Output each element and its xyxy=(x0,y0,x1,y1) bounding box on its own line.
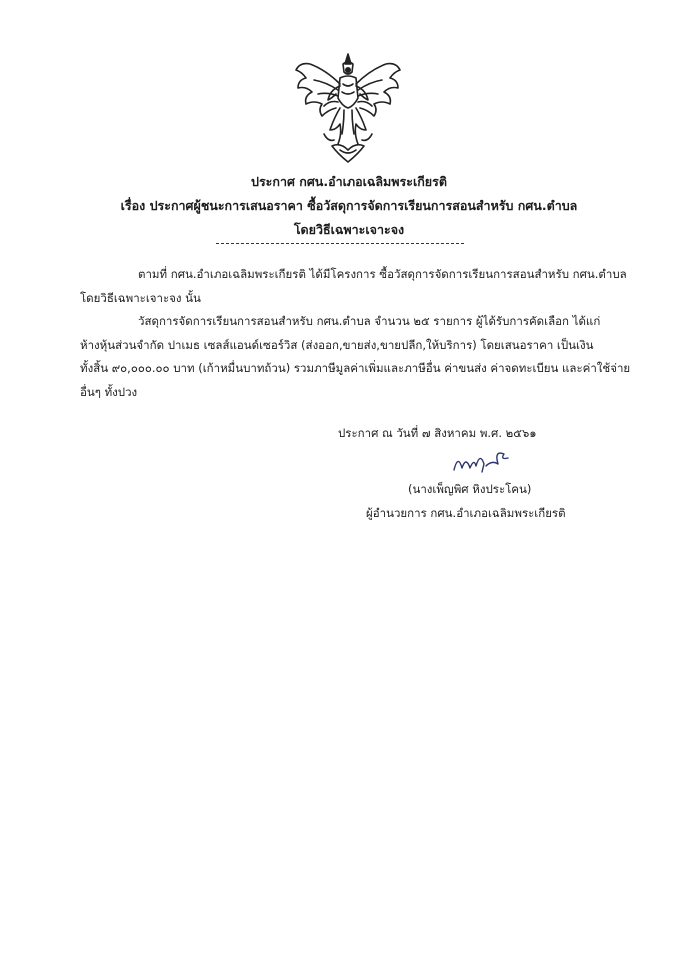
header-divider xyxy=(216,243,464,244)
paragraph-1-line-2: โดยวิธีเฉพาะเจาะจง นั้น xyxy=(80,291,201,305)
signatory-name: (นางเพ็ญพิศ หิงประโคน) xyxy=(408,482,532,496)
handwritten-signature xyxy=(448,444,518,478)
announcement-date: ประกาศ ณ วันที่ ๗ สิงหาคม พ.ศ. ๒๕๖๑ xyxy=(338,426,537,440)
garuda-emblem-icon xyxy=(288,50,408,168)
paragraph-2-line-2: ห้างหุ้นส่วนจำกัด ปาเมธ เซลส์แอนด์เซอร์วิส (ส่งออก,ขายส่ง,ขายปลีก,ให้บริการ) โดยเสนอราคา เป็นเงิน xyxy=(80,338,594,352)
paragraph-2-line-3: ทั้งสิ้น ๙๐,๐๐๐.๐๐ บาท (เก้าหมื่นบาทถ้วน) รวมภาษีมูลค่าเพิ่มและภาษีอื่น ค่าขนส่ง ค่าจดทะเบียน และค่าใช้จ่าย xyxy=(80,361,631,375)
paragraph-2-line-1: วัสดุการจัดการเรียนการสอนสำหรับ กศน.ตำบล จำนวน ๒๕ รายการ ผู้ได้รับการคัดเลือก ได้แก่ xyxy=(138,314,601,328)
signatory-position: ผู้อำนวยการ กศน.อำเภอเฉลิมพระเกียรติ xyxy=(366,506,566,520)
paragraph-1-line-1: ตามที่ กศน.อำเภอเฉลิมพระเกียรติ ได้มีโครงการ ซื้อวัสดุการจัดการเรียนการสอนสำหรับ กศน.ตำบล xyxy=(138,267,627,281)
paragraph-2-line-4: อื่นๆ ทั้งปวง xyxy=(80,385,138,399)
announcement-subject: เรื่อง ประกาศผู้ชนะการเสนอราคา ซื้อวัสดุการจัดการเรียนการสอนสำหรับ กศน.ตำบล xyxy=(120,198,578,213)
announcement-method: โดยวิธีเฉพาะเจาะจง xyxy=(293,222,405,237)
announcement-title: ประกาศ กศน.อำเภอเฉลิมพระเกียรติ xyxy=(251,174,447,189)
